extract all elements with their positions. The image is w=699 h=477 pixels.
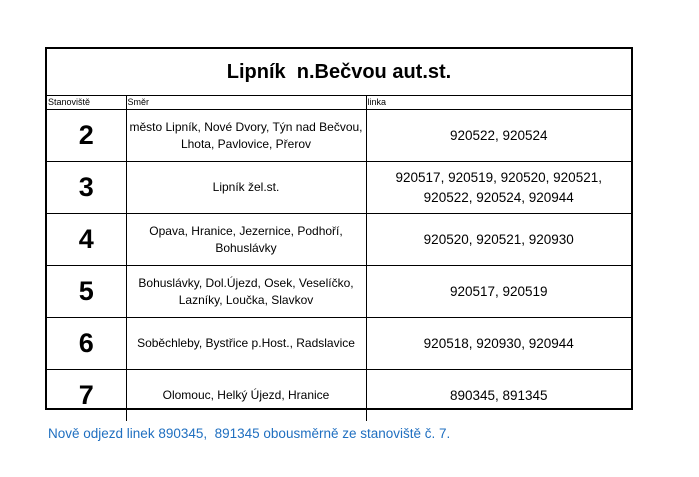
stand-number: 4	[47, 214, 126, 266]
stand-number: 5	[47, 266, 126, 318]
direction-cell: Opava, Hranice, Jezernice, Podhoří, Bohuslávky	[126, 214, 366, 266]
stands-table	[47, 96, 631, 421]
table-row	[47, 110, 631, 162]
station-title: Lipník n.Bečvou aut.st.	[47, 49, 631, 96]
table-row	[47, 266, 631, 318]
header-direction: Směr	[126, 96, 366, 110]
table-header-row	[47, 96, 631, 110]
stand-number: 6	[47, 318, 126, 370]
lines-cell: 920517, 920519	[366, 266, 631, 318]
lines-cell: 920518, 920930, 920944	[366, 318, 631, 370]
stand-number: 7	[47, 370, 126, 422]
departure-note: Nově odjezd linek 890345, 891345 obousměrně ze stanoviště č. 7.	[48, 426, 451, 441]
lines-cell: 920520, 920521, 920930	[366, 214, 631, 266]
header-lines: linka	[366, 96, 631, 110]
table-row	[47, 370, 631, 422]
direction-cell: Bohuslávky, Dol.Újezd, Osek, Veselíčko, Lazníky, Loučka, Slavkov	[126, 266, 366, 318]
lines-cell: 920517, 920519, 920520, 920521, 920522, 920524, 920944	[366, 162, 631, 214]
timetable-board	[45, 47, 633, 410]
direction-cell: Soběchleby, Bystřice p.Host., Radslavice	[126, 318, 366, 370]
lines-cell: 890345, 891345	[449, 387, 548, 403]
lines-cell: 920522, 920524	[366, 110, 631, 162]
direction-cell: Lipník žel.st.	[126, 162, 366, 214]
stand-number: 3	[47, 162, 126, 214]
direction-cell: Olomouc, Helký Újezd, Hranice	[126, 370, 366, 422]
table-row	[47, 214, 631, 266]
table-row	[47, 318, 631, 370]
table-row	[47, 162, 631, 214]
header-stand: Stanoviště	[47, 96, 126, 110]
stand-number: 2	[47, 110, 126, 162]
direction-cell: město Lipník, Nové Dvory, Týn nad Bečvou, Lhota, Pavlovice, Přerov	[126, 110, 366, 162]
